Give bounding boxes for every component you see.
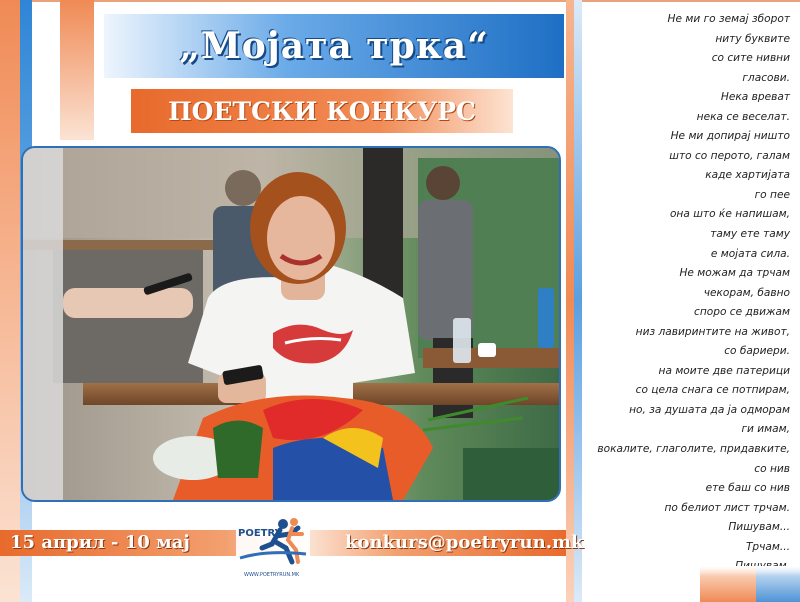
poem-line: споро се движам [694,306,790,319]
poem-line: на моите две патерици [658,364,790,377]
poem-line: го пее [754,188,790,201]
poem-line: нека се веселат. [696,110,790,123]
subtitle-banner [131,89,513,133]
runner-logo-icon [236,510,310,574]
poem-line: со цела снага се потпирам, [635,384,790,397]
poem-line: со сите нивни [711,52,790,65]
poem-line: Не можам да трчам [679,267,790,280]
poem-line: но, за душата да ја одморам [629,403,790,416]
poem-line: низ лавиринтите на живот, [635,325,790,338]
contact-email: konkurs@poetryrun.mk [345,532,584,553]
poem-line: Нека вреват [720,91,790,104]
poem-line: каде хартијата [705,169,790,182]
left-accent-stripe [60,0,94,140]
logo-wordmark: POETRY [238,528,282,539]
poem-line: гласови. [742,71,790,84]
divider-blue-stripe [574,0,582,602]
poem-line: вокалите, глаголите, придавките, [597,443,790,456]
poem-text [582,10,790,577]
poem-line: со бариери. [724,345,790,358]
poem-line: она што ќе напишам, [669,208,790,221]
woman-with-flowers-photo [21,146,561,502]
poem-line: е мојата сила. [710,247,790,260]
top-border [0,0,800,2]
poem-line: таму ете таму [710,228,790,241]
corner-fade [700,566,800,576]
contest-dates: 15 април - 10 мај [10,532,190,553]
logo-url: WWW.POETRYRUN.MK [244,572,300,578]
divider-orange-stripe [566,0,574,602]
poem-line: по белиот лист трчам. [664,501,790,514]
poem-line: чекорам, бавно [703,286,790,299]
poem-line: ниту буквите [715,32,790,45]
poem-line: ги имам, [741,423,790,436]
left-orange-stripe [0,0,20,602]
poem-line: што со перото, галам [669,149,790,162]
poem-line: со нив [754,462,790,475]
poem-line: Пишувам... [728,521,790,534]
poster-subtitle: ПОЕТСКИ КОНКУРС [168,96,476,126]
title-banner [104,14,564,78]
poem-line: Не ми допирај ништо [670,130,790,143]
poster-title: „Мојата трка“ [179,25,489,67]
poem-line: Не ми го земај зборот [667,13,790,25]
poem-line: ете баш со нив [705,482,790,495]
poem-line: Трчам... [745,540,790,553]
